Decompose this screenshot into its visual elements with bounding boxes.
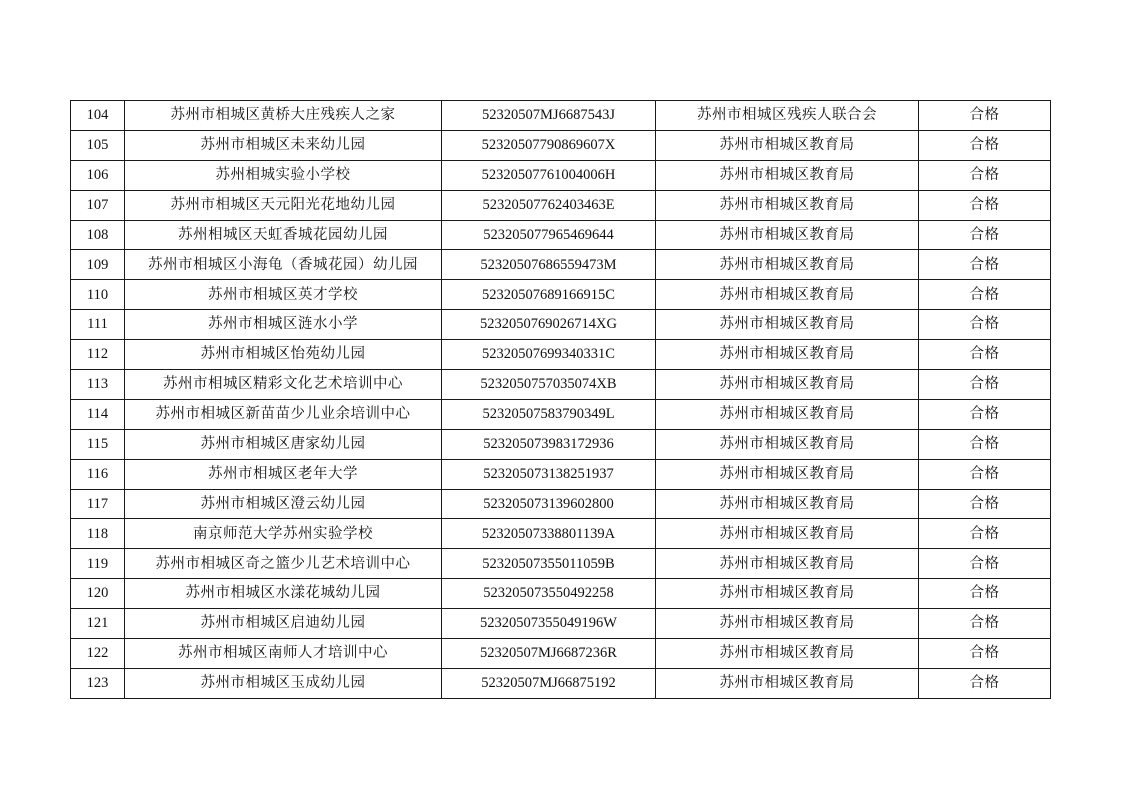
inspection-result-cell: 合格 — [919, 130, 1051, 160]
supervising-department-cell: 苏州市相城区教育局 — [656, 609, 919, 639]
table-body — [71, 101, 1051, 699]
supervising-department-cell: 苏州市相城区教育局 — [656, 370, 919, 400]
credit-code-cell: 5232050757035074XB — [442, 370, 656, 400]
supervising-department-cell: 苏州市相城区教育局 — [656, 280, 919, 310]
inspection-result-cell: 合格 — [919, 668, 1051, 698]
row-number-cell: 112 — [71, 340, 125, 370]
inspection-result-cell: 合格 — [919, 639, 1051, 669]
organization-name-cell: 苏州市相城区新苗苗少儿业余培训中心 — [125, 399, 442, 429]
table-row — [71, 160, 1051, 190]
table-row — [71, 489, 1051, 519]
table-row — [71, 250, 1051, 280]
credit-code-cell: 52320507762403463E — [442, 190, 656, 220]
row-number-cell: 122 — [71, 639, 125, 669]
supervising-department-cell: 苏州市相城区教育局 — [656, 549, 919, 579]
row-number-cell: 120 — [71, 579, 125, 609]
credit-code-cell: 52320507MJ6687236R — [442, 639, 656, 669]
organization-name-cell: 苏州市相城区澄云幼儿园 — [125, 489, 442, 519]
table-row — [71, 549, 1051, 579]
table-row — [71, 130, 1051, 160]
credit-code-cell: 523205073139602800 — [442, 489, 656, 519]
supervising-department-cell: 苏州市相城区教育局 — [656, 489, 919, 519]
row-number-cell: 119 — [71, 549, 125, 579]
organization-name-cell: 苏州市相城区怡苑幼儿园 — [125, 340, 442, 370]
organization-name-cell: 苏州市相城区南师人才培训中心 — [125, 639, 442, 669]
inspection-result-cell: 合格 — [919, 579, 1051, 609]
supervising-department-cell: 苏州市相城区教育局 — [656, 579, 919, 609]
inspection-result-cell: 合格 — [919, 609, 1051, 639]
credit-code-cell: 52320507689166915C — [442, 280, 656, 310]
inspection-results-table — [70, 100, 1051, 699]
row-number-cell: 106 — [71, 160, 125, 190]
supervising-department-cell: 苏州市相城区教育局 — [656, 130, 919, 160]
organization-name-cell: 苏州市相城区英才学校 — [125, 280, 442, 310]
credit-code-cell: 52320507686559473M — [442, 250, 656, 280]
organization-name-cell: 苏州市相城区精彩文化艺术培训中心 — [125, 370, 442, 400]
organization-name-cell: 苏州市相城区涟水小学 — [125, 310, 442, 340]
organization-name-cell: 苏州相城区天虹香城花园幼儿园 — [125, 220, 442, 250]
inspection-result-cell: 合格 — [919, 160, 1051, 190]
credit-code-cell: 523205073983172936 — [442, 429, 656, 459]
organization-name-cell: 苏州市相城区老年大学 — [125, 459, 442, 489]
credit-code-cell: 5232050769026714XG — [442, 310, 656, 340]
table-row — [71, 519, 1051, 549]
row-number-cell: 118 — [71, 519, 125, 549]
credit-code-cell: 52320507355011059B — [442, 549, 656, 579]
inspection-result-cell: 合格 — [919, 280, 1051, 310]
credit-code-cell: 523205073138251937 — [442, 459, 656, 489]
table-row — [71, 280, 1051, 310]
table-row — [71, 429, 1051, 459]
organization-name-cell: 苏州市相城区启迪幼儿园 — [125, 609, 442, 639]
row-number-cell: 109 — [71, 250, 125, 280]
row-number-cell: 108 — [71, 220, 125, 250]
row-number-cell: 110 — [71, 280, 125, 310]
supervising-department-cell: 苏州市相城区教育局 — [656, 399, 919, 429]
table-row — [71, 101, 1051, 131]
supervising-department-cell: 苏州市相城区教育局 — [656, 340, 919, 370]
organization-name-cell: 南京师范大学苏州实验学校 — [125, 519, 442, 549]
credit-code-cell: 52320507MJ66875192 — [442, 668, 656, 698]
table-row — [71, 609, 1051, 639]
table-row — [71, 370, 1051, 400]
table-row — [71, 668, 1051, 698]
organization-name-cell: 苏州市相城区玉成幼儿园 — [125, 668, 442, 698]
table-row — [71, 220, 1051, 250]
table-row — [71, 190, 1051, 220]
credit-code-cell: 523205073550492258 — [442, 579, 656, 609]
inspection-result-cell: 合格 — [919, 489, 1051, 519]
organization-name-cell: 苏州市相城区水漾花城幼儿园 — [125, 579, 442, 609]
row-number-cell: 113 — [71, 370, 125, 400]
row-number-cell: 116 — [71, 459, 125, 489]
supervising-department-cell: 苏州市相城区教育局 — [656, 668, 919, 698]
row-number-cell: 121 — [71, 609, 125, 639]
inspection-result-cell: 合格 — [919, 370, 1051, 400]
credit-code-cell: 52320507355049196W — [442, 609, 656, 639]
inspection-result-cell: 合格 — [919, 101, 1051, 131]
inspection-result-cell: 合格 — [919, 399, 1051, 429]
supervising-department-cell: 苏州市相城区教育局 — [656, 220, 919, 250]
row-number-cell: 117 — [71, 489, 125, 519]
row-number-cell: 105 — [71, 130, 125, 160]
organization-name-cell: 苏州相城实验小学校 — [125, 160, 442, 190]
table-row — [71, 399, 1051, 429]
inspection-result-cell: 合格 — [919, 519, 1051, 549]
supervising-department-cell: 苏州市相城区教育局 — [656, 250, 919, 280]
inspection-result-cell: 合格 — [919, 549, 1051, 579]
supervising-department-cell: 苏州市相城区教育局 — [656, 639, 919, 669]
row-number-cell: 115 — [71, 429, 125, 459]
table-row — [71, 459, 1051, 489]
inspection-result-cell: 合格 — [919, 310, 1051, 340]
credit-code-cell: 52320507699340331C — [442, 340, 656, 370]
organization-name-cell: 苏州市相城区黄桥大庄残疾人之家 — [125, 101, 442, 131]
organization-name-cell: 苏州市相城区小海龟（香城花园）幼儿园 — [125, 250, 442, 280]
inspection-result-cell: 合格 — [919, 459, 1051, 489]
credit-code-cell: 52320507338801139A — [442, 519, 656, 549]
inspection-result-cell: 合格 — [919, 340, 1051, 370]
row-number-cell: 123 — [71, 668, 125, 698]
inspection-result-cell: 合格 — [919, 250, 1051, 280]
organization-name-cell: 苏州市相城区唐家幼儿园 — [125, 429, 442, 459]
supervising-department-cell: 苏州市相城区残疾人联合会 — [656, 101, 919, 131]
row-number-cell: 114 — [71, 399, 125, 429]
credit-code-cell: 523205077965469644 — [442, 220, 656, 250]
table-row — [71, 340, 1051, 370]
supervising-department-cell: 苏州市相城区教育局 — [656, 429, 919, 459]
table-row — [71, 310, 1051, 340]
supervising-department-cell: 苏州市相城区教育局 — [656, 160, 919, 190]
credit-code-cell: 52320507761004006H — [442, 160, 656, 190]
supervising-department-cell: 苏州市相城区教育局 — [656, 519, 919, 549]
credit-code-cell: 52320507MJ6687543J — [442, 101, 656, 131]
organization-name-cell: 苏州市相城区未来幼儿园 — [125, 130, 442, 160]
credit-code-cell: 52320507583790349L — [442, 399, 656, 429]
inspection-result-cell: 合格 — [919, 190, 1051, 220]
organization-name-cell: 苏州市相城区天元阳光花地幼儿园 — [125, 190, 442, 220]
credit-code-cell: 52320507790869607X — [442, 130, 656, 160]
supervising-department-cell: 苏州市相城区教育局 — [656, 459, 919, 489]
row-number-cell: 104 — [71, 101, 125, 131]
table-row — [71, 639, 1051, 669]
organization-name-cell: 苏州市相城区奇之篮少儿艺术培训中心 — [125, 549, 442, 579]
inspection-result-cell: 合格 — [919, 220, 1051, 250]
row-number-cell: 111 — [71, 310, 125, 340]
table-row — [71, 579, 1051, 609]
supervising-department-cell: 苏州市相城区教育局 — [656, 190, 919, 220]
row-number-cell: 107 — [71, 190, 125, 220]
supervising-department-cell: 苏州市相城区教育局 — [656, 310, 919, 340]
inspection-result-cell: 合格 — [919, 429, 1051, 459]
